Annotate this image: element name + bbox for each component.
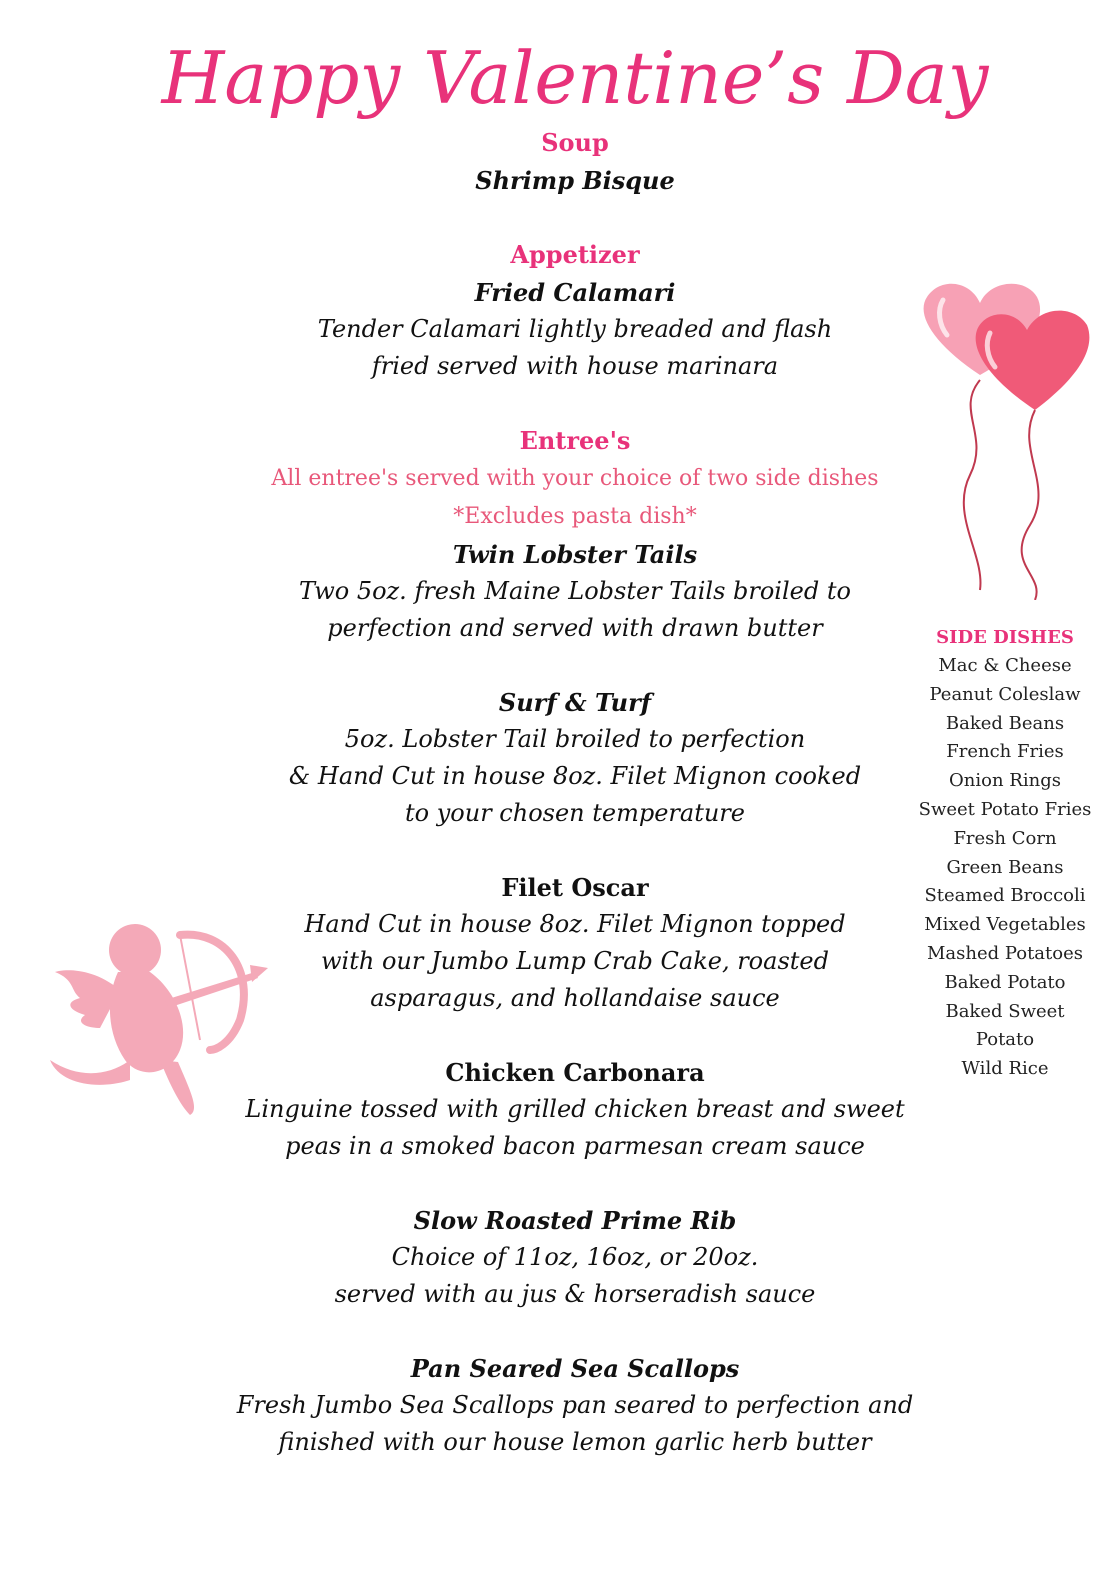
entree-desc-line: peas in a smoked bacon parmesan cream sauce — [285, 1132, 865, 1160]
side-dish-item: French Fries — [946, 741, 1064, 763]
entree-desc-line: finished with our house lemon garlic herb butter — [278, 1428, 872, 1456]
side-dishes-heading: SIDE DISHES — [936, 627, 1074, 648]
side-dish-item: Onion Rings — [949, 770, 1061, 792]
entree-name: Chicken Carbonara — [445, 1058, 705, 1087]
appetizer-desc-line: fried served with house marinara — [371, 352, 779, 380]
side-dish-item: Potato — [975, 1029, 1035, 1051]
entree-name: Surf & Turf — [498, 688, 652, 717]
entree-desc-line: Fresh Jumbo Sea Scallops pan seared to perfection and — [236, 1391, 914, 1419]
entrees-note: All entree's served with your choice of two side dishes — [271, 466, 879, 491]
entree-desc-line: Choice of 11oz, 16oz, or 20oz. — [391, 1243, 759, 1271]
entree-desc-line: with our Jumbo Lump Crab Cake, roasted — [321, 947, 829, 975]
appetizer-heading: Appetizer — [510, 240, 640, 269]
entree-name: Pan Seared Sea Scallops — [410, 1354, 740, 1383]
side-dish-item: Mac & Cheese — [938, 655, 1072, 676]
appetizer-desc-line: Tender Calamari lightly breaded and flash — [317, 315, 833, 343]
side-dish-item: Baked Beans — [945, 712, 1065, 734]
side-dish-item: Green Beans — [946, 856, 1064, 878]
entree-desc-line: asparagus, and hollandaise sauce — [370, 984, 780, 1012]
entree-name: Twin Lobster Tails — [452, 540, 698, 569]
side-dish-item: Mixed Vegetables — [924, 914, 1086, 936]
entree-desc-line: to your chosen temperature — [405, 799, 745, 827]
heart-balloons-icon — [915, 275, 1100, 600]
entree-desc-line: Hand Cut in house 8oz. Filet Mignon topped — [304, 910, 846, 938]
side-dish-item: Mashed Potatoes — [926, 942, 1084, 964]
entrees-exclusion-note: *Excludes pasta dish* — [453, 504, 697, 529]
entree-name: Slow Roasted Prime Rib — [413, 1206, 737, 1235]
cupid-icon — [40, 910, 275, 1120]
side-dishes-list — [900, 624, 1110, 1084]
soup-heading: Soup — [541, 128, 609, 157]
entree-name: Filet Oscar — [501, 873, 649, 902]
entree-desc-line: 5oz. Lobster Tail broiled to perfection — [344, 725, 806, 753]
side-dish-item: Sweet Potato Fries — [918, 798, 1092, 820]
appetizer-dish: Fried Calamari — [474, 278, 676, 307]
side-dish-item: Steamed Broccoli — [924, 885, 1086, 907]
entree-desc-line: Linguine tossed with grilled chicken breast and sweet — [245, 1095, 905, 1123]
soup-dish: Shrimp Bisque — [475, 166, 675, 195]
entree-desc-line: & Hand Cut in house 8oz. Filet Mignon cooked — [288, 762, 862, 790]
entree-desc-line: perfection and served with drawn butter — [327, 614, 823, 642]
entrees-heading: Entree's — [519, 426, 631, 455]
side-dish-item: Fresh Corn — [953, 827, 1057, 849]
side-dish-item: Baked Sweet — [945, 1000, 1065, 1022]
side-dish-item: Wild Rice — [961, 1058, 1049, 1080]
entree-desc-line: served with au jus & horseradish sauce — [334, 1280, 816, 1308]
side-dish-item: Peanut Coleslaw — [929, 683, 1081, 705]
side-dish-item: Baked Potato — [944, 971, 1066, 993]
page-title: Happy Valentine’s Day — [161, 36, 989, 120]
entree-desc-line: Two 5oz. fresh Maine Lobster Tails broiled to — [299, 577, 851, 605]
menu — [150, 124, 1000, 1461]
